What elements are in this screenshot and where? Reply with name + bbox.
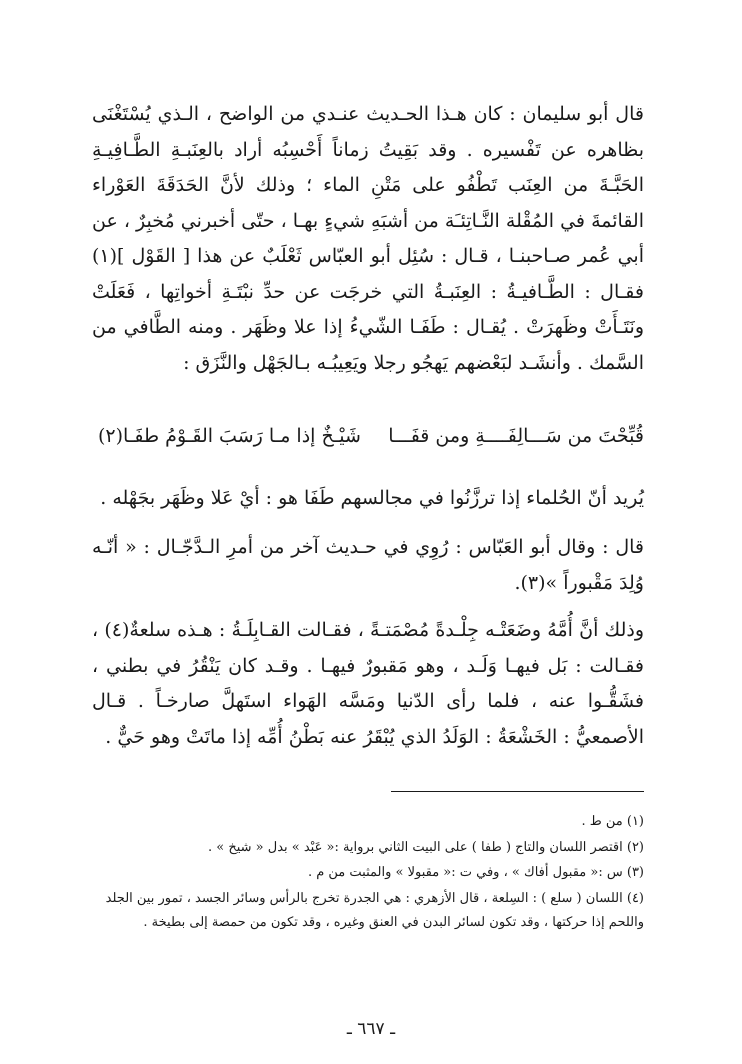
footnote-1: (١) من ط .: [581, 814, 644, 829]
verse-hemistich-second: شَيْـخٌ إذا مـا رَسَبَ القَـوْمُ طفَـا(٢): [98, 425, 361, 447]
body-paragraph-1: قال أبو سليمان : كان هـذا الحـديث عنـدي من الواضح ، الـذي يُسْتَغْنَى بظاهره عن تَفْسيره . وقد بَقِيتُ زماناً أَحْسِبُه أراد بالعِنَبـةِ الطَّـافِيـةِ الحَبَّـةَ من العِنَب تَطْفُو على مَتْنِ الماء ؛ وذلك لأنَّ الحَدَقَةَ العَوْراء القائمةَ في المُقْلة النَّـاتِئـَة من أشبَهِ شيءٍ بهـا ، حتّى أخبرني مُخبِرٌ ، عن أبي عُمر صـاحبنـا ، قـال : سُئِل أبو العبّاس ثَعْلَبٌ عن هذا [ القَوْل ](١) فقـال : الطَّـافيـةُ : العِنَبـةُ التي خرجَت عن حدِّ نبْتَـةِ أخواتِها ، فَعَلَتْ ونَتَـأَتْ وظَهرَتْ . يُقـال : طَفَـا الشّيءُ إذا علا وظَهَر . ومنه الطَّافي من السَّمك . وأنشَـد لبَعْضهم يَهجُو رجلا ويَعِيبُـه بـالجَهْل والنَّزَق :: [92, 103, 644, 374]
footnote-divider: [391, 791, 644, 792]
footnote-2: (٢) اقتصر اللسان والتاج ( طفا ) على البيت الثاني برواية :« عَبْد » بدل « شيخ » .: [207, 839, 644, 855]
footnote-4: (٤) اللسان ( سلع ) : السِلعة ، قال الأزهري : هي الجدرة تخرج بالرأس وسائر الجسد ، تمور بين الجلد واللحم إذا حركتها ، وقد تكون لسائر البدن في العنق وغيره ، وقد تكون من حمصة إلى بطيخة .: [105, 890, 644, 930]
body-paragraph-4: وذلك أنَّ أُمَّهُ وضَعَتْـه جِلْـدةً مُصْمَتـةً ، فقـالت القـابِلَـةُ : هـذه سلعةٌ(٤) ، فقـالت : بَل فيهـا وَلَـد ، وهو مَقبورٌ فيهـا . وقـد كان يَنْقُرُ في بطني ، فشَقُّـوا عنه ، فلما رأى الدّنيا ومَسَّه الهَواء استَهلَّ صارخـاً . قـال الأصمعيُّ : الخَشْعَةُ : الوَلَدُ الذي يُبْقَرُ عنه بَطْنُ أُمِّه إذا ماتَتْ وهو حَيٌّ .: [92, 619, 644, 748]
footnotes-section: [92, 810, 644, 937]
poetry-verse: [98, 421, 644, 451]
body-paragraph-2: يُريد أنّ الحُلماء إذا ترزَّنُوا في مجالسهم طَفَا هو : أيْ عَلا وظَهَر بجَهْله .: [100, 487, 644, 509]
page-number: ـ ٦٦٧ ـ: [346, 1019, 396, 1039]
footnote-3: (٣) س :« مقبول أفاك » ، وفي ت :« مقبولا » والمثبت من م .: [307, 865, 644, 880]
verse-hemistich-first: قُبِّحْتَ من سَـــالِفَــــةِ ومن قفَـــا: [388, 425, 644, 447]
body-paragraph-3: قال : وقال أبو العَبّاس : رُوِي في حـديث آخر من أمرِ الـدَّجّـال : « أنّـه وُلِدَ مَقْبوراً »(٣).: [92, 536, 644, 594]
